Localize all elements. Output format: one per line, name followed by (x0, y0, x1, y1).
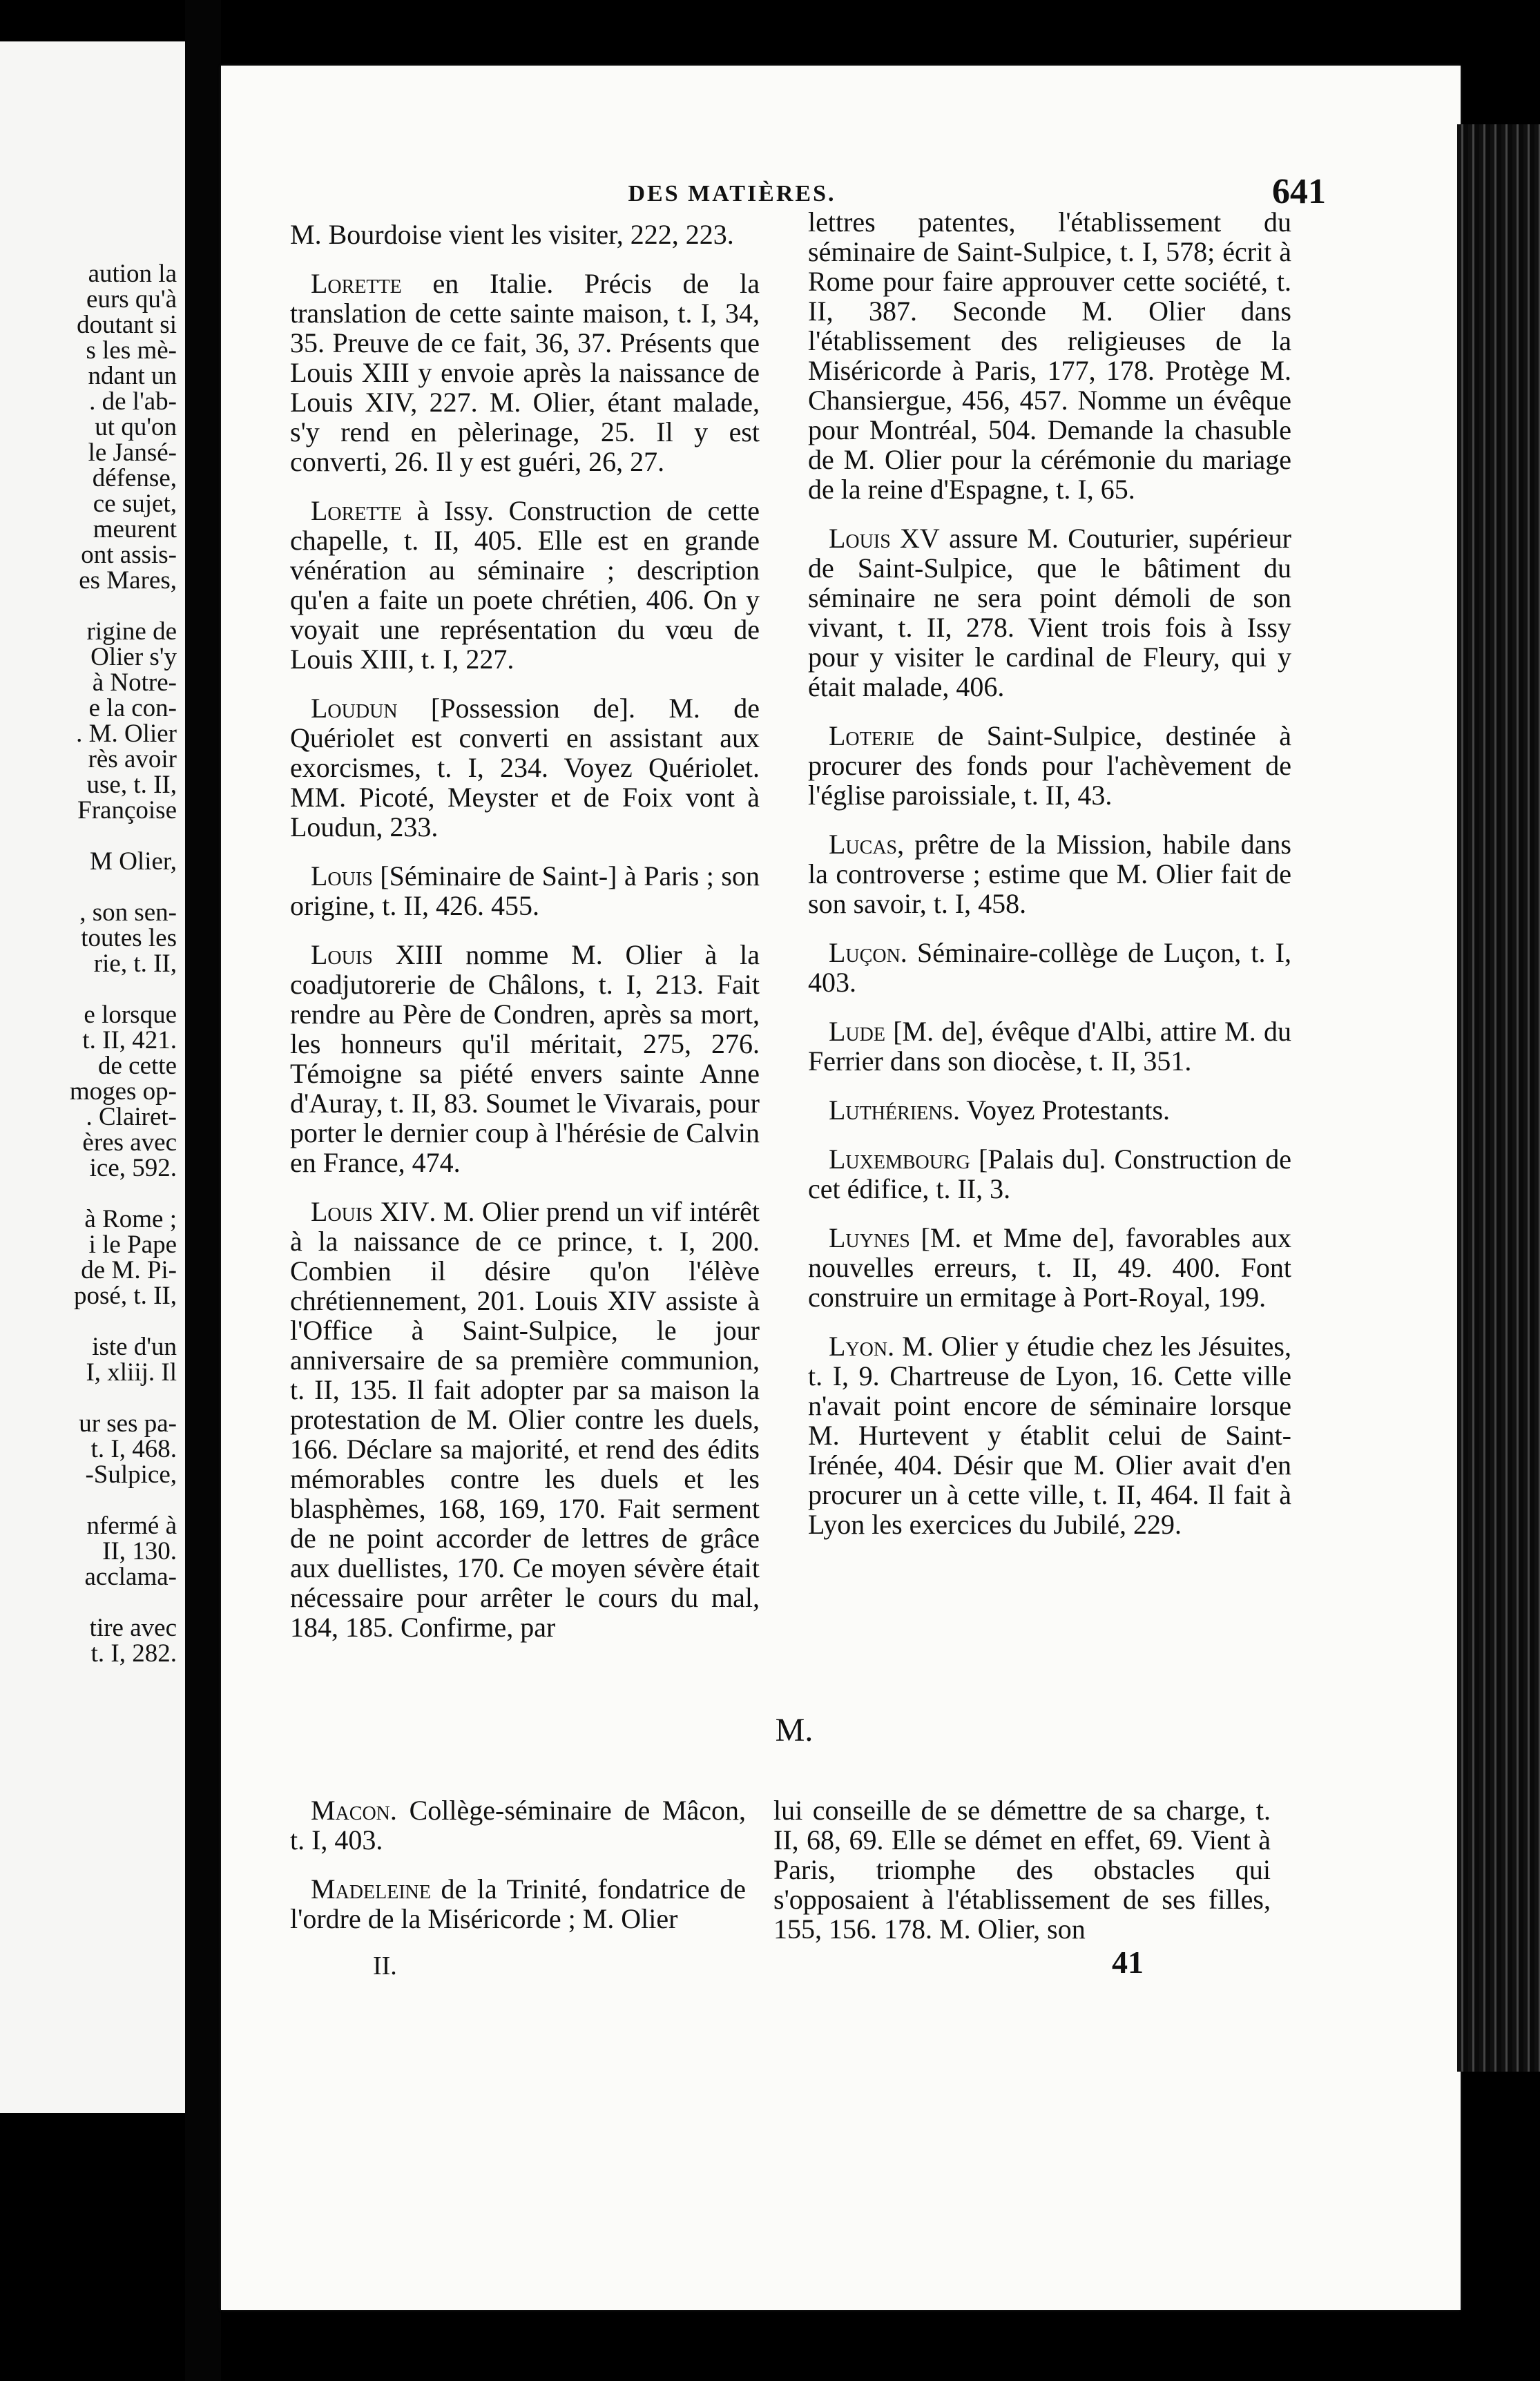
index-entry (290, 269, 760, 476)
index-entry-text: assure M. Couturier, supérieur de Saint-Sulpice, que le bâtiment du séminaire ne sera point démoli de son vivant, t. II, 278. Vient trois fois à Issy pour y visiter le cardinal de Fleury, qui y était malade, 406. (808, 523, 1291, 702)
index-entry (290, 940, 760, 1177)
index-entry-text: . M. Olier prend un vif intérêt à la naissance de ce prince, t. I, 200. Combien il désire qu'on l'élève chrétiennement, 201. Louis XIV assiste à l'Office à Saint-Sulpice, le jour anniversaire de sa première communion, t. II, 135. Il fait adopter par sa maison la protestation de M. Olier contre les duels, 166. Déclare sa majorité, et rend des édits mémorables contre les duels et les blasphèmes, 168, 169, 170. Fait serment de ne point accorder de lettres de grâce aux duellistes, 170. Ce moyen sévère était nécessaire pour arrêter le cours du mal, 184, 185. Confirme, par (290, 1196, 760, 1643)
adjacent-page-line: s les mè- (86, 336, 177, 365)
index-entry-headword: Luçon (829, 937, 901, 968)
volume-mark: II. (373, 1951, 397, 1980)
adjacent-page-line: , son sen- (79, 898, 177, 927)
adjacent-page-line: I, xliij. Il (86, 1358, 177, 1387)
adjacent-page-line: es Mares, (79, 566, 177, 595)
adjacent-page-line: acclama- (84, 1563, 177, 1591)
index-entry (808, 938, 1291, 997)
adjacent-page-line (0, 593, 177, 619)
adjacent-page-line: ce sujet, (93, 490, 177, 518)
adjacent-page-line: aution la (88, 260, 177, 288)
adjacent-page-line: ut qu'on (95, 413, 177, 441)
adjacent-page-text (0, 261, 177, 1666)
index-entry-headword: Louis XIV (311, 1196, 430, 1227)
index-continuation: M. Bourdoise vient les visiter, 222, 223. (290, 219, 734, 250)
adjacent-page-line: t. I, 468. (90, 1435, 177, 1463)
adjacent-page-line: moges op- (69, 1077, 177, 1106)
adjacent-page-line: le Jansé- (88, 438, 177, 467)
index-entry (290, 496, 760, 674)
adjacent-page-line: -Sulpice, (85, 1461, 177, 1489)
index-entry-text: de Saint-Sulpice, destinée à procurer des fonds pour l'achèvement de l'église paroissiale, t. II, 43. (808, 720, 1291, 811)
index-entry-headword: Loudun (311, 693, 398, 724)
index-entry-headword: Lucas (829, 829, 898, 860)
adjacent-page-line: défense, (92, 464, 177, 492)
adjacent-page-line: toutes les (81, 924, 177, 952)
adjacent-page-fragment (0, 41, 185, 2113)
adjacent-page-line: i le Pape (88, 1231, 177, 1259)
adjacent-page-line: use, t. II, (86, 771, 177, 799)
adjacent-page-line: ice, 592. (89, 1154, 177, 1182)
index-entry (808, 1144, 1291, 1204)
adjacent-page-line: rie, t. II, (93, 949, 177, 978)
index-entry (808, 1331, 1291, 1539)
adjacent-page-line (0, 1309, 177, 1334)
adjacent-page-line (0, 976, 177, 1002)
adjacent-page-line (0, 1385, 177, 1411)
index-entry-text: [Possession de]. M. de Quériolet est converti en assistant aux exorcismes, t. I, 234. Voyez Quériolet. MM. Picoté, Meyster et de Foix vont à Loudun, 233. (290, 693, 760, 842)
index-entry-text: . M. Olier y étudie chez les Jésuites, t. I, 9. Chartreuse de Lyon, 16. Cette ville n'avait point encore de séminaire lorsque M. Hurtevent y établit celui de Saint-Irénée, 404. Désir que M. Olier avait d'en procurer un à cette ville, t. II, 464. Il fait à Lyon les exercices du Jubilé, 229. (808, 1331, 1291, 1540)
adjacent-page-line (0, 1590, 177, 1615)
index-entry-text: [Palais du]. Construction de cet édifice, t. II, 3. (808, 1144, 1291, 1204)
adjacent-page-line: doutant si (77, 311, 177, 339)
adjacent-page-line: . de l'ab- (89, 387, 177, 416)
index-entry-headword: Luthériens (829, 1095, 953, 1126)
adjacent-page-line: t. I, 282. (90, 1639, 177, 1668)
adjacent-page-line (0, 874, 177, 900)
index-entry (290, 861, 760, 920)
adjacent-page-line: posé, t. II, (74, 1282, 177, 1310)
page-edges (1457, 124, 1540, 2072)
index-entry-text: [M. et Mme de], favorables aux nouvelles erreurs, t. II, 49. 400. Font construire un ermitage à Port-Royal, 199. (808, 1222, 1291, 1313)
adjacent-page-line: ont assis- (81, 541, 177, 569)
adjacent-page-line: . Clairet- (86, 1103, 177, 1131)
adjacent-page-line: ndant un (88, 362, 177, 390)
index-entry-headword: Loterie (829, 720, 914, 751)
index-entry-headword: Luynes (829, 1222, 910, 1253)
index-entry-headword: Lyon (829, 1331, 888, 1362)
index-entry-headword: Madeleine (311, 1873, 431, 1905)
index-entry-text: à Issy. Construction de cette chapelle, t. II, 405. Elle est en grande vénération au séminaire ; description qu'en a faite un poete chrétien, 406. On y voyait une représentation du vœu de Louis XIII, t. I, 227. (290, 495, 760, 675)
index-entry-text: [M. de], évêque d'Albi, attire M. du Ferrier dans son diocèse, t. II, 351. (808, 1016, 1291, 1077)
index-entry (808, 523, 1291, 702)
index-column-right-bottom (773, 1795, 1271, 1963)
signature-mark: 41 (1112, 1945, 1144, 1980)
adjacent-page-line: e lorsque (84, 1001, 177, 1029)
index-column-left-bottom (290, 1795, 746, 1953)
index-entry (808, 721, 1291, 810)
adjacent-page-line: rès avoir (88, 745, 177, 773)
index-entry-headword: Lorette (311, 268, 402, 299)
adjacent-page-line: tire avec (89, 1614, 177, 1642)
index-entry-text: de la Trinité, fondatrice de l'ordre de la Miséricorde ; M. Olier (290, 1873, 746, 1934)
adjacent-page-line: Françoise (77, 796, 177, 825)
index-entry-headword: Louis XIII (311, 939, 443, 970)
index-entry-headword: Louis (311, 860, 373, 891)
adjacent-page-line: nfermé à (86, 1512, 177, 1540)
index-entry-text: . Séminaire-collège de Luçon, t. I, 403. (808, 937, 1291, 998)
adjacent-page-line (0, 1181, 177, 1206)
index-entry (808, 829, 1291, 918)
section-letter: M. (775, 1712, 814, 1748)
index-entry (808, 1223, 1291, 1312)
index-entry (290, 1197, 760, 1642)
adjacent-page-line: . M. Olier (76, 720, 177, 748)
adjacent-page-line (0, 823, 177, 849)
index-entry-text: . Voyez Protestants. (952, 1095, 1171, 1126)
index-entry-headword: Lude (829, 1016, 885, 1047)
index-continuation: lui conseille de se démettre de sa charge, t. II, 68, 69. Elle se démet en effet, 69. Vient à Paris, triomphe des obstacles qui s'opposaient à l'établissement de ses filles, 155, 156. 178. M. Olier, son (773, 1795, 1271, 1945)
index-entry (290, 693, 760, 842)
book-gutter (185, 0, 221, 2381)
adjacent-page-line: iste d'un (92, 1333, 177, 1361)
adjacent-page-line: à Rome ; (84, 1205, 177, 1233)
adjacent-page-line: meurent (93, 515, 177, 543)
adjacent-page-line: ères avec (82, 1128, 177, 1157)
index-entry-headword: Macon (311, 1795, 390, 1826)
index-entry-text: en Italie. Précis de la translation de cette sainte maison, t. I, 34, 35. Preuve de ce fait, 36, 37. Présents que Louis XIII y envoie après la naissance de Louis XIV, 227. M. Olier, étant malade, s'y rend en pèlerinage, 25. Il y est converti, 26. Il y est guéri, 26, 27. (290, 268, 760, 477)
index-entry-text: [Séminaire de Saint-] à Paris ; son origine, t. II, 426. 455. (290, 860, 760, 921)
index-entry-text: . Collège-séminaire de Mâcon, t. I, 403. (290, 1795, 746, 1855)
adjacent-page-line: de M. Pi- (81, 1256, 177, 1284)
page-number: 641 (1272, 172, 1326, 211)
index-entry (290, 1795, 746, 1855)
adjacent-page-line: eurs qu'à (86, 285, 177, 314)
index-entry-headword: Luxembourg (829, 1144, 970, 1175)
adjacent-page-line: de cette (98, 1052, 177, 1080)
index-entry-headword: Louis XV (829, 523, 940, 554)
adjacent-page-line: e la con- (88, 694, 177, 722)
adjacent-page-line: Olier s'y (90, 643, 177, 671)
adjacent-page-line: à Notre- (92, 668, 177, 697)
index-column-right (808, 207, 1291, 1559)
adjacent-page-line: t. II, 421. (82, 1026, 177, 1054)
adjacent-page-line: rigine de (86, 617, 177, 646)
index-entry (808, 1016, 1291, 1076)
index-entry-text: nomme M. Olier à la coadjutorerie de Châlons, t. I, 213. Fait rendre au Père de Condren, après sa mort, les honneurs qu'il méritait, 275, 276. Témoigne sa piété envers sainte Anne d'Auray, t. II, 83. Soumet le Vivarais, pour porter le dernier coup à l'hérésie de Calvin en France, 474. (290, 939, 760, 1178)
index-entry-text: , prêtre de la Mission, habile dans la controverse ; estime que M. Olier fait de son savoir, t. I, 458. (808, 829, 1291, 919)
index-column-left (290, 220, 760, 1661)
adjacent-page-line (0, 1487, 177, 1513)
index-entry-headword: Lorette (311, 495, 402, 526)
adjacent-page-line: M Olier, (90, 847, 177, 876)
running-title: DES MATIÈRES. (628, 181, 836, 206)
adjacent-page-line: ur ses pa- (79, 1409, 177, 1438)
index-entry (808, 1095, 1291, 1125)
adjacent-page-line: II, 130. (102, 1537, 177, 1565)
index-entry (290, 1874, 746, 1934)
index-continuation: lettres patentes, l'établissement du séminaire de Saint-Sulpice, t. I, 578; écrit à Rome pour faire approuver cette société, t. II, 387. Seconde M. Olier dans l'établissement des religieuses de la Miséricorde à Paris, 177, 178. Protège M. Chansiergue, 456, 457. Nomme un évêque pour Montréal, 504. Demande la chasuble de M. Olier pour la cérémonie du mariage de la reine d'Espagne, t. I, 65. (808, 206, 1291, 505)
